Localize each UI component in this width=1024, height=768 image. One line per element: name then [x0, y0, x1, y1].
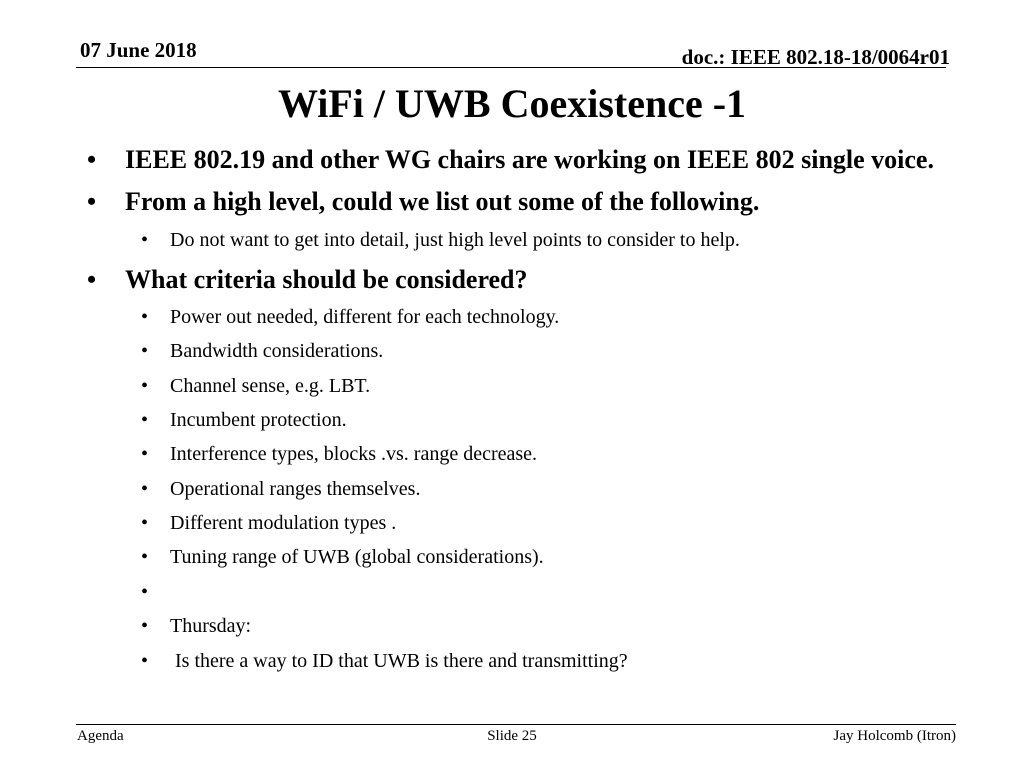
- bullet-text: Is there a way to ID that UWB is there and transmitting?: [170, 650, 628, 672]
- bullet-marker-icon: •: [141, 340, 149, 362]
- sub-bullet-item: [141, 443, 538, 466]
- sub-bullet-item: [141, 615, 252, 638]
- bullet-marker-icon: •: [141, 546, 149, 568]
- footer-left: Agenda: [77, 728, 124, 744]
- sub-bullet-item: [141, 306, 560, 329]
- bullet-text: Tuning range of UWB (global considerations).: [170, 546, 544, 568]
- bullet-item: [87, 265, 528, 295]
- sub-bullet-item: [141, 229, 740, 252]
- bullet-text: From a high level, could we list out some of the following.: [125, 187, 760, 216]
- bullet-text: Interference types, blocks .vs. range decrease.: [170, 443, 538, 465]
- bullet-text: Incumbent protection.: [170, 409, 347, 431]
- bullet-marker-icon: •: [141, 409, 149, 431]
- bullet-text: Channel sense, e.g. LBT.: [170, 375, 371, 397]
- header-doc-id: doc.: IEEE 802.18-18/0064r01: [681, 45, 950, 69]
- bullet-item: [87, 187, 760, 217]
- bullet-text: Different modulation types .: [170, 512, 397, 534]
- bullet-text: Do not want to get into detail, just high level points to consider to help.: [170, 229, 740, 251]
- bullet-marker-icon: •: [141, 443, 149, 465]
- bullet-text: Bandwidth considerations.: [170, 340, 384, 362]
- bullet-marker-icon: •: [87, 265, 97, 294]
- bullet-marker-icon: •: [141, 650, 149, 672]
- slide-title: WiFi / UWB Coexistence -1: [277, 81, 747, 126]
- footer-author: Jay Holcomb (Itron): [833, 728, 956, 744]
- bullet-text: IEEE 802.19 and other WG chairs are working on IEEE 802 single voice.: [125, 145, 934, 174]
- slide-number: Slide 25: [487, 728, 537, 744]
- bullet-marker-icon: •: [87, 187, 97, 216]
- sub-bullet-item: [141, 478, 421, 501]
- sub-bullet-item: [141, 375, 371, 398]
- bullet-marker-icon: •: [141, 581, 149, 603]
- header-date: 07 June 2018: [80, 38, 197, 62]
- sub-bullet-item: [141, 340, 384, 363]
- bullet-text: Power out needed, different for each technology.: [170, 306, 560, 328]
- bullet-marker-icon: •: [141, 229, 149, 251]
- sub-bullet-item: [141, 650, 628, 673]
- bullet-marker-icon: •: [141, 375, 149, 397]
- bullet-text: Thursday:: [170, 615, 252, 637]
- sub-bullet-item: [141, 512, 397, 535]
- sub-bullet-item: [141, 546, 544, 569]
- footer-divider: [76, 724, 956, 725]
- sub-bullet-item: [141, 409, 347, 432]
- bullet-marker-icon: •: [141, 615, 149, 637]
- bullet-text: What criteria should be considered?: [125, 265, 528, 294]
- bullet-marker-icon: •: [87, 145, 97, 174]
- bullet-marker-icon: •: [141, 478, 149, 500]
- bullet-marker-icon: •: [141, 512, 149, 534]
- bullet-text: Operational ranges themselves.: [170, 478, 421, 500]
- bullet-item: [87, 145, 934, 175]
- bullet-marker-icon: •: [141, 306, 149, 328]
